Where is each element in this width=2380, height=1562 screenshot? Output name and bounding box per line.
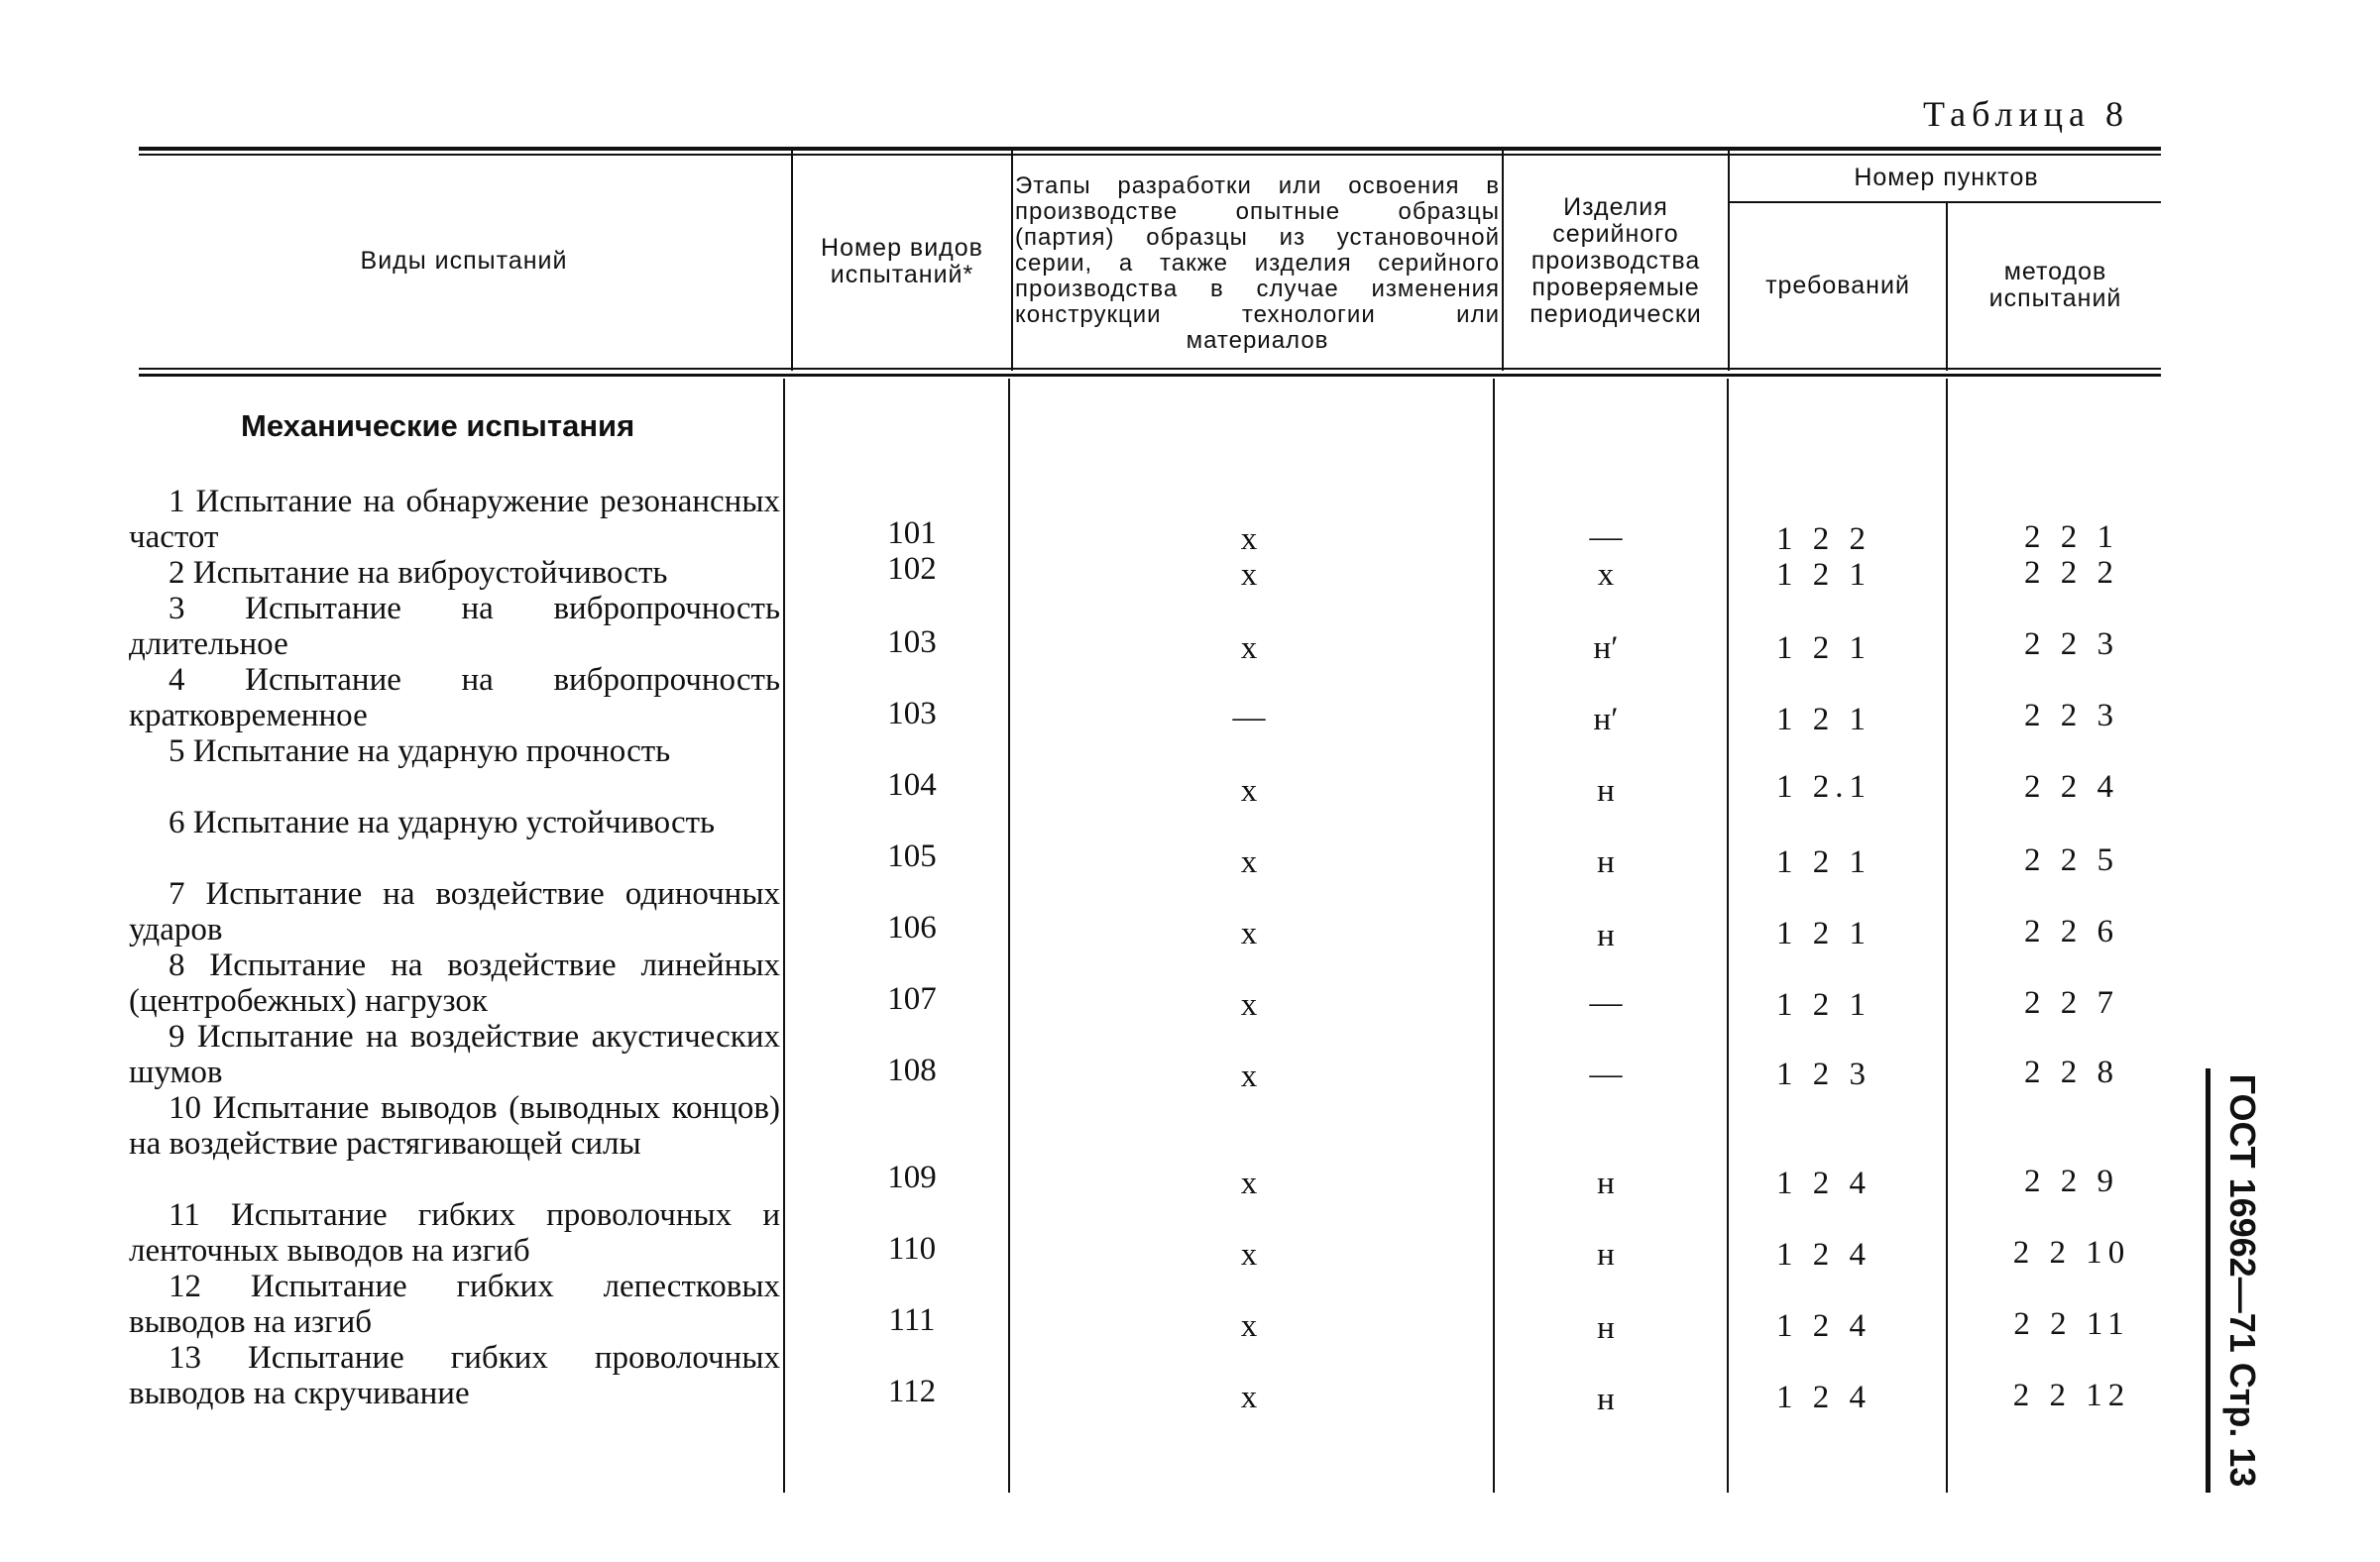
header-col-divider-2 <box>1011 151 1013 371</box>
requirements-number: 1 2 4 <box>1776 1237 1871 1273</box>
methods-number: 2 2 10 <box>2012 1235 2131 1271</box>
body-col-divider-5 <box>1946 379 1948 1493</box>
body-col-divider-2 <box>1008 379 1010 1493</box>
test-name: 3 Испытание на вибропрочность длительное <box>129 591 780 662</box>
side-rule <box>2206 1068 2210 1493</box>
requirements-number: 1 2 4 <box>1776 1380 1871 1415</box>
header-point-numbers: Номер пунктов <box>1854 163 2039 191</box>
test-name: 11 Испытание гибких проволочных и ленточных выводов на изгиб <box>129 1197 780 1269</box>
stage-mark: x <box>1240 1059 1258 1094</box>
serial-mark: н <box>1597 1382 1615 1417</box>
body-col-divider-1 <box>783 379 785 1493</box>
serial-mark: н <box>1597 918 1615 953</box>
test-number: 112 <box>887 1374 937 1409</box>
header-col-divider-3 <box>1502 151 1504 371</box>
requirements-number: 1 2 2 <box>1776 521 1871 557</box>
test-name: 9 Испытание на воздействие акустических шумов <box>129 1019 780 1090</box>
header-test-methods: методов испытаний <box>1988 258 2122 312</box>
test-number: 103 <box>887 696 937 731</box>
methods-number: 2 2 5 <box>2024 842 2119 878</box>
table-caption: Таблица 8 <box>1923 94 2129 134</box>
requirements-number: 1 2 1 <box>1776 916 1871 951</box>
test-name: 5 Испытание на ударную прочность <box>169 733 671 769</box>
test-name: 12 Испытание гибких лепестковых выводов на изгиб <box>129 1269 780 1340</box>
test-name: 6 Испытание на ударную устойчивость <box>169 805 716 840</box>
header-bottom-rule-upper <box>139 368 2161 370</box>
test-number: 106 <box>887 910 937 946</box>
methods-number: 2 2 6 <box>2024 914 2119 949</box>
test-number: 101 <box>887 515 937 551</box>
section-title: Механические испытания <box>241 408 635 443</box>
test-name: 1 Испытание на обнаружение резонансных частот <box>129 484 780 555</box>
header-test-types: Виды испытаний <box>360 247 568 275</box>
methods-number: 2 2 4 <box>2024 769 2119 805</box>
test-number: 108 <box>887 1053 937 1088</box>
serial-mark: — <box>1589 519 1623 555</box>
serial-mark: н′ <box>1593 702 1619 737</box>
stage-mark: x <box>1240 1166 1258 1201</box>
stage-mark: — <box>1232 700 1266 735</box>
stage-mark: x <box>1240 844 1258 880</box>
test-name: 13 Испытание гибких проволочных выводов на скручивание <box>129 1340 780 1411</box>
body-col-divider-3 <box>1493 379 1495 1493</box>
methods-number: 2 2 12 <box>2012 1378 2131 1413</box>
test-number: 109 <box>887 1160 937 1195</box>
methods-number: 2 2 9 <box>2024 1164 2119 1199</box>
test-name: 2 Испытание на виброустойчивость <box>169 555 668 591</box>
test-number: 103 <box>887 624 937 660</box>
requirements-number: 1 2 1 <box>1776 630 1871 666</box>
serial-mark: x <box>1597 557 1615 593</box>
test-number: 102 <box>887 551 937 587</box>
header-test-number: Номер видов испытаний* <box>821 233 983 288</box>
methods-number: 2 2 3 <box>2024 626 2119 662</box>
requirements-number: 1 2 3 <box>1776 1057 1871 1092</box>
header-bottom-rule-lower <box>139 374 2161 377</box>
test-number: 111 <box>888 1302 936 1338</box>
requirements-number: 1 2 4 <box>1776 1166 1871 1201</box>
header-development-stages: Этапы разработки или освоения в производстве опытные образцы (партия) образцы из установочной серии, а также изделия серийного производства в случае изменения конструкции технологии или материалов <box>1015 171 1500 354</box>
header-col-divider-1 <box>791 151 793 371</box>
test-number: 104 <box>887 767 937 803</box>
stage-mark: x <box>1240 1380 1258 1415</box>
serial-mark: н′ <box>1593 630 1619 666</box>
methods-number: 2 2 2 <box>2024 555 2119 591</box>
methods-number: 2 2 7 <box>2024 985 2119 1021</box>
stage-mark: x <box>1240 630 1258 666</box>
test-name: 7 Испытание на воздействие одиночных ударов <box>129 876 780 948</box>
top-double-rule-upper <box>139 147 2161 151</box>
requirements-number: 1 2 1 <box>1776 844 1871 880</box>
methods-number: 2 2 3 <box>2024 698 2119 733</box>
methods-number: 2 2 11 <box>2013 1306 2130 1342</box>
serial-mark: — <box>1589 1057 1623 1092</box>
test-number: 105 <box>887 838 937 874</box>
stage-mark: x <box>1240 1237 1258 1273</box>
serial-mark: — <box>1589 985 1623 1021</box>
requirements-number: 1 2.1 <box>1776 769 1871 805</box>
serial-mark: н <box>1597 1237 1615 1273</box>
stage-mark: x <box>1240 1308 1258 1344</box>
test-number: 110 <box>887 1231 937 1267</box>
test-name: 10 Испытание выводов (выводных концов) на воздействие растягивающей силы <box>129 1090 780 1162</box>
requirements-number: 1 2 1 <box>1776 557 1871 593</box>
requirements-number: 1 2 4 <box>1776 1308 1871 1344</box>
stage-mark: x <box>1240 987 1258 1023</box>
test-name: 8 Испытание на воздействие линейных (центробежных) нагрузок <box>129 948 780 1019</box>
serial-mark: н <box>1597 773 1615 809</box>
header-col-divider-5 <box>1946 203 1948 371</box>
header-col-divider-4 <box>1728 151 1730 371</box>
test-number: 107 <box>887 981 937 1017</box>
stage-mark: x <box>1240 916 1258 951</box>
requirements-number: 1 2 1 <box>1776 987 1871 1023</box>
serial-mark: н <box>1597 1310 1615 1346</box>
test-name: 4 Испытание на вибропрочность кратковременное <box>129 662 780 733</box>
stage-mark: x <box>1240 557 1258 593</box>
serial-mark: н <box>1597 1166 1615 1201</box>
header-requirements: требований <box>1765 271 1910 299</box>
stage-mark: x <box>1240 773 1258 809</box>
serial-mark: н <box>1597 844 1615 880</box>
methods-number: 2 2 1 <box>2024 519 2119 555</box>
body-col-divider-4 <box>1727 379 1729 1493</box>
header-serial-products: Изделия серийного производства проверяемые периодически <box>1530 193 1702 328</box>
stage-mark: x <box>1240 521 1258 557</box>
requirements-number: 1 2 1 <box>1776 702 1871 737</box>
methods-number: 2 2 8 <box>2024 1055 2119 1090</box>
page-running-header: ГОСТ 16962—71 Стр. 13 <box>2222 1073 2263 1488</box>
